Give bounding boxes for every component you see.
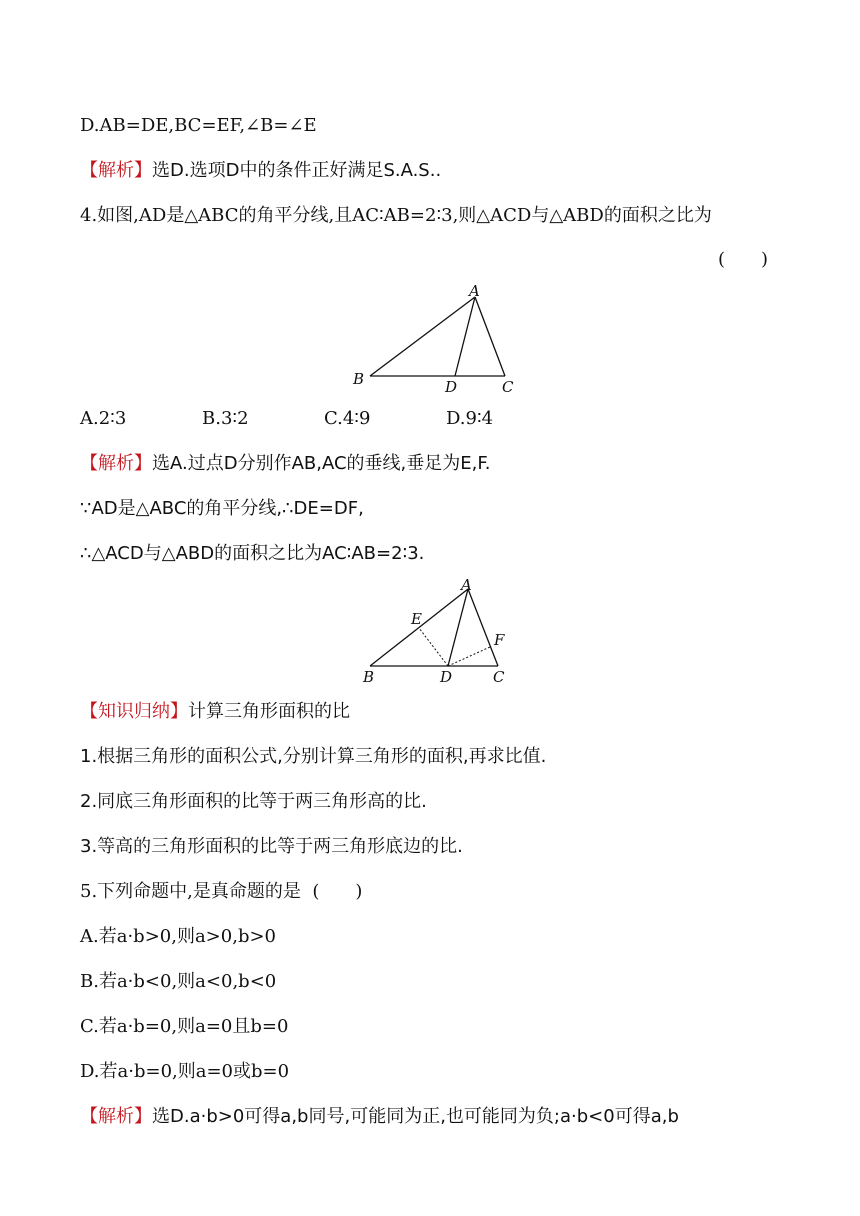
q5-stem <box>80 880 780 904</box>
q4-option-d: D.9∶4 <box>446 408 494 429</box>
knowledge-tag: 【知识归纳】 <box>80 701 188 722</box>
q4-option-c: C.4∶9 <box>324 408 371 429</box>
q4-stem: 4.如图,AD是△ABC的角平分线,且AC∶AB=2∶3,则△ACD与△ABD的面积之比为 <box>80 205 712 226</box>
label-c: C <box>502 378 514 396</box>
q5-option-d: D.若a·b=0,则a=0或b=0 <box>80 1061 290 1082</box>
q5-option-a: A.若a·b>0,则a>0,b>0 <box>80 926 276 947</box>
q5-option-b: B.若a·b<0,则a<0,b<0 <box>80 971 277 992</box>
label-b: B <box>363 668 375 686</box>
knowledge-item-2: 2.同底三角形面积的比等于两三角形高的比. <box>80 791 427 812</box>
analysis-tag: 【解析】 <box>80 160 152 181</box>
q5-analysis <box>80 1105 780 1129</box>
label-b: B <box>353 370 365 388</box>
knowledge-item-1: 1.根据三角形的面积公式,分别计算三角形的面积,再求比值. <box>80 746 547 767</box>
q3-option-d: D.AB=DE,BC=EF,∠B=∠E <box>80 115 317 136</box>
label-d: D <box>440 668 453 686</box>
figure-triangle-perpendiculars <box>355 574 555 689</box>
q4-analysis-line2: ∵AD是△ABC的角平分线,∴DE=DF, <box>80 498 364 519</box>
q4-option-b: B.3∶2 <box>202 408 249 429</box>
label-d: D <box>445 378 458 396</box>
analysis-tag: 【解析】 <box>80 1106 152 1127</box>
analysis-text: 选A.过点D分别作AB,AC的垂线,垂足为E,F. <box>152 453 491 474</box>
q5-stem-text: 5.下列命题中,是真命题的是 <box>80 881 301 902</box>
label-c: C <box>493 668 505 686</box>
label-a: A <box>461 576 472 594</box>
q3-analysis <box>80 159 780 183</box>
q4-answer-paren: ( ) <box>718 249 769 270</box>
q4-option-a: A.2∶3 <box>80 408 127 429</box>
q4-options <box>80 407 780 431</box>
analysis-tag: 【解析】 <box>80 453 152 474</box>
analysis-text: 选D.选项D中的条件正好满足S.A.S.. <box>152 160 442 181</box>
q5-option-c: C.若a·b=0,则a=0且b=0 <box>80 1016 289 1037</box>
label-e: E <box>411 610 422 628</box>
q4-analysis-line1 <box>80 452 780 476</box>
q5-answer-paren: ( ) <box>312 881 363 902</box>
knowledge-title: 计算三角形面积的比 <box>188 701 350 722</box>
analysis-text: 选D.a·b>0可得a,b同号,可能同为正,也可能同为负;a·b<0可得a,b <box>152 1106 679 1127</box>
label-a: A <box>469 282 480 300</box>
figure-triangle-abc <box>345 280 545 400</box>
label-f: F <box>494 631 505 649</box>
knowledge-item-3: 3.等高的三角形面积的比等于两三角形底边的比. <box>80 836 463 857</box>
knowledge-heading <box>80 700 780 724</box>
q4-analysis-line3: ∴△ACD与△ABD的面积之比为AC∶AB=2∶3. <box>80 543 425 564</box>
